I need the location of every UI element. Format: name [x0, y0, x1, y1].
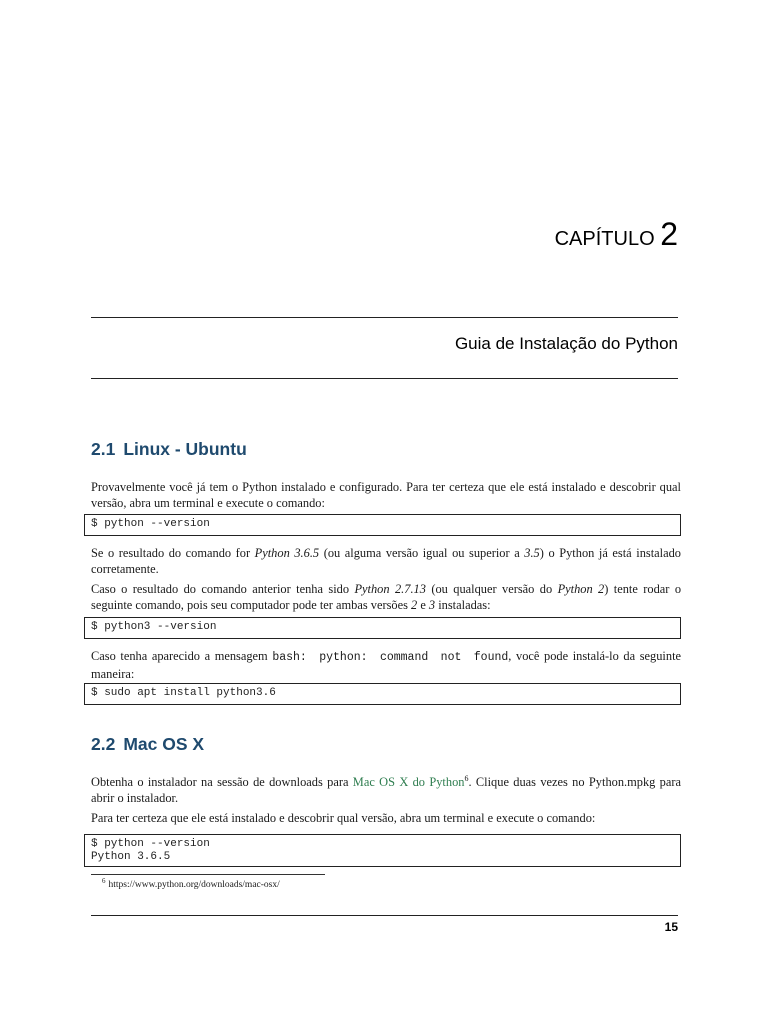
inline-code: bash: python: command not found	[272, 651, 509, 664]
footnote	[102, 877, 280, 890]
code-block: $ python3 --version	[84, 617, 681, 639]
section-number: 2.2	[91, 734, 116, 754]
paragraph: Para ter certeza que ele está instalado e descobrir qual versão, abra um terminal e execute o comando:	[91, 811, 596, 825]
section-heading-macos	[91, 734, 204, 755]
code-block: $ sudo apt install python3.6	[84, 683, 681, 705]
code-block: $ python --version	[84, 514, 681, 536]
footnote-mark: 6	[464, 773, 469, 783]
footnote-rule	[91, 874, 325, 875]
footnote-url[interactable]: https://www.python.org/downloads/mac-osx/	[108, 880, 280, 891]
paragraph: Caso tenha aparecido a mensagem bash: python: command not found, você pode instalá-lo da seguinte maneira:	[91, 649, 682, 681]
paragraph: Obtenha o instalador na sessão de downloads para Mac OS X do Python$^6$. Clique duas vezes no Python.mpkg para abrir o instalador.	[91, 773, 682, 805]
paragraph: Provavelmente você já tem o Python instalado e configurado. Para ter certeza que ele está instalado e descobrir qual versão, abra um terminal e execute o comando:	[91, 480, 681, 510]
footnote-number: 6	[102, 877, 106, 885]
chapter-label-text: CAPÍTULO	[554, 228, 655, 250]
page-number: 15	[664, 920, 678, 934]
chapter-top-rule	[91, 317, 678, 318]
chapter-number: 2	[660, 216, 678, 252]
section-heading-linux	[91, 439, 247, 460]
section-number: 2.1	[91, 439, 116, 459]
chapter-title: Guia de Instalação do Python	[454, 334, 678, 353]
mac-os-x-python-link[interactable]: Mac OS X do Python	[352, 775, 465, 789]
section-title: Mac OS X	[123, 734, 205, 754]
section-title: Linux - Ubuntu	[123, 439, 247, 459]
code-block: $ python --version Python 3.6.5	[84, 834, 681, 867]
chapter-label	[555, 214, 678, 259]
chapter-bottom-rule	[91, 378, 678, 379]
paragraph: Se o resultado do comando for Python 3.6.5 (ou alguma versão igual ou superior a 3.5) o Python já está instalado corretamente.	[91, 546, 681, 576]
paragraph: Caso o resultado do comando anterior tenha sido Python 2.7.13 (ou qualquer versão do Python 2) tente rodar o seguinte comando, pois seu computador pode ter ambas versões 2 e 3 instaladas:	[91, 582, 682, 612]
footer-rule	[91, 915, 678, 916]
